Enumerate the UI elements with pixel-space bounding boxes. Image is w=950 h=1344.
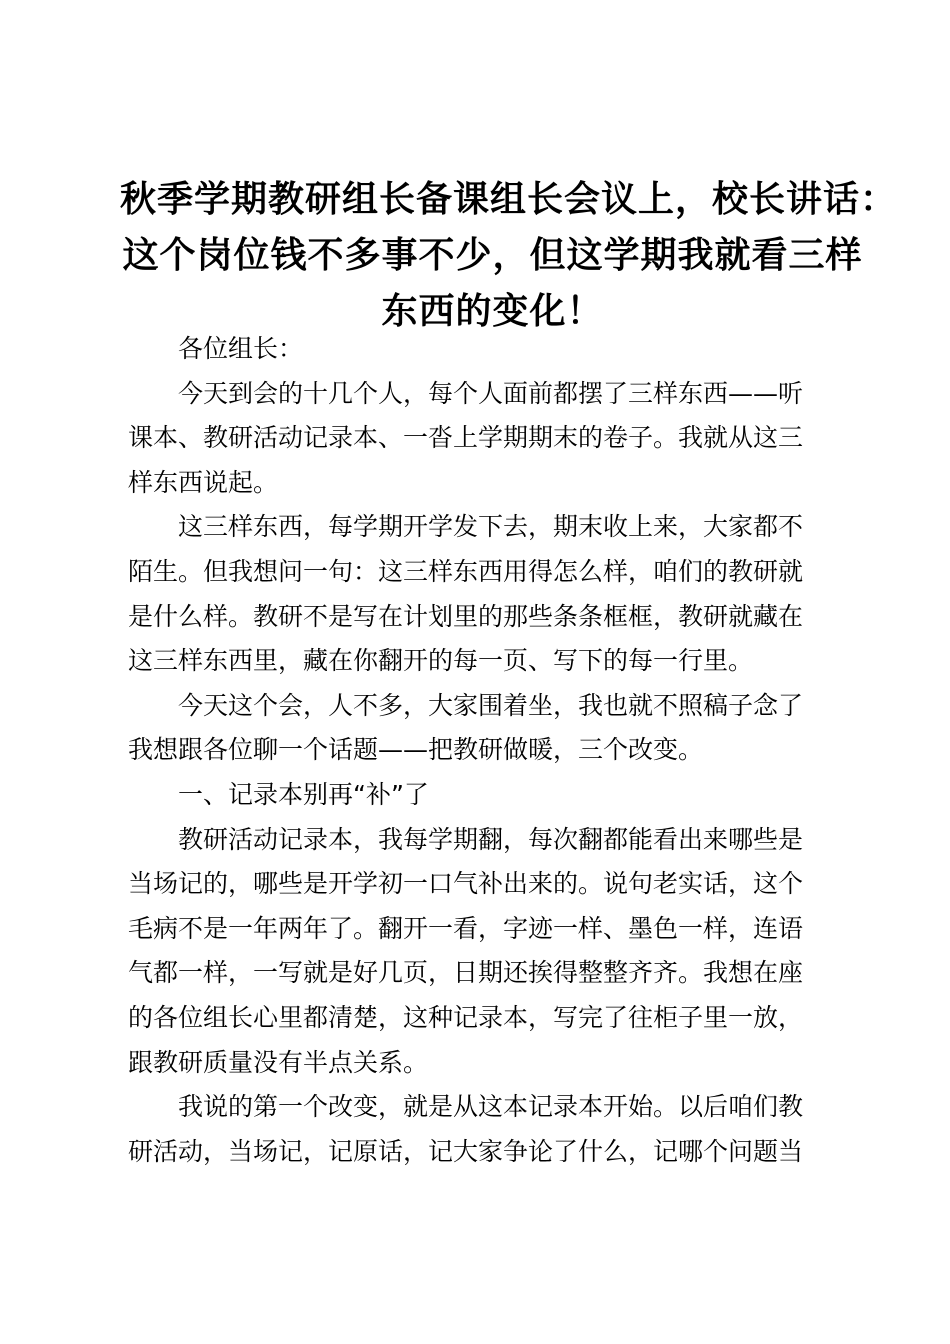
paragraph [128, 818, 838, 1086]
document-body [128, 327, 838, 1174]
document-title [120, 172, 898, 340]
text-line: 是什么样。教研不是写在计划里的那些条条框框，教研就藏在 [128, 601, 804, 631]
text-line: 毛病不是一年两年了。翻开一看，字迹一样、墨色一样，连语 [128, 913, 804, 943]
salutation [128, 327, 838, 372]
text-line: 气都一样，一写就是好几页，日期还挨得整整齐齐。我想在座 [128, 958, 804, 988]
text-line: 研活动，当场记，记原话，记大家争论了什么，记哪个问题当 [128, 1136, 804, 1166]
title-line: 秋季学期教研组长备课组长会议上，校长讲话： [120, 179, 898, 220]
text-line: 跟教研质量没有半点关系。 [128, 1047, 429, 1077]
text-line: 的各位组长心里都清楚，这种记录本，写完了往柜子里一放， [128, 1002, 804, 1032]
section-heading [128, 773, 838, 818]
paragraph [128, 684, 838, 773]
text-line: 我想跟各位聊一个话题——把教研做暖，三个改变。 [128, 735, 704, 765]
text-line: 当场记的，哪些是开学初一口气补出来的。说句老实话，这个 [128, 869, 804, 899]
text-line: 陌生。但我想问一句：这三样东西用得怎么样，咱们的教研就 [128, 556, 804, 586]
text-line: 今天到会的十几个人，每个人面前都摆了三样东西——听 [178, 378, 804, 408]
title-line: 这个岗位钱不多事不少，但这学期我就看三样 [122, 235, 863, 276]
text-line: 今天这个会，人不多，大家围着坐，我也就不照稿子念了 [178, 690, 804, 720]
text-line: 一、记录本别再“补”了 [178, 779, 429, 809]
text-line: 这三样东西里，藏在你翻开的每一页、写下的每一行里。 [128, 646, 754, 676]
text-line: 我说的第一个改变，就是从这本记录本开始。以后咱们教 [178, 1092, 804, 1122]
paragraph [128, 1085, 838, 1174]
text-line: 课本、教研活动记录本、一沓上学期期末的卷子。我就从这三 [128, 423, 804, 453]
text-line: 样东西说起。 [128, 467, 279, 497]
text-line: 各位组长： [178, 334, 304, 363]
paragraph [128, 372, 838, 506]
paragraph [128, 505, 838, 683]
text-line: 教研活动记录本，我每学期翻，每次翻都能看出来哪些是 [178, 824, 804, 854]
text-line: 这三样东西，每学期开学发下去，期末收上来，大家都不 [178, 512, 804, 542]
title-line: 东西的变化！ [381, 291, 604, 332]
